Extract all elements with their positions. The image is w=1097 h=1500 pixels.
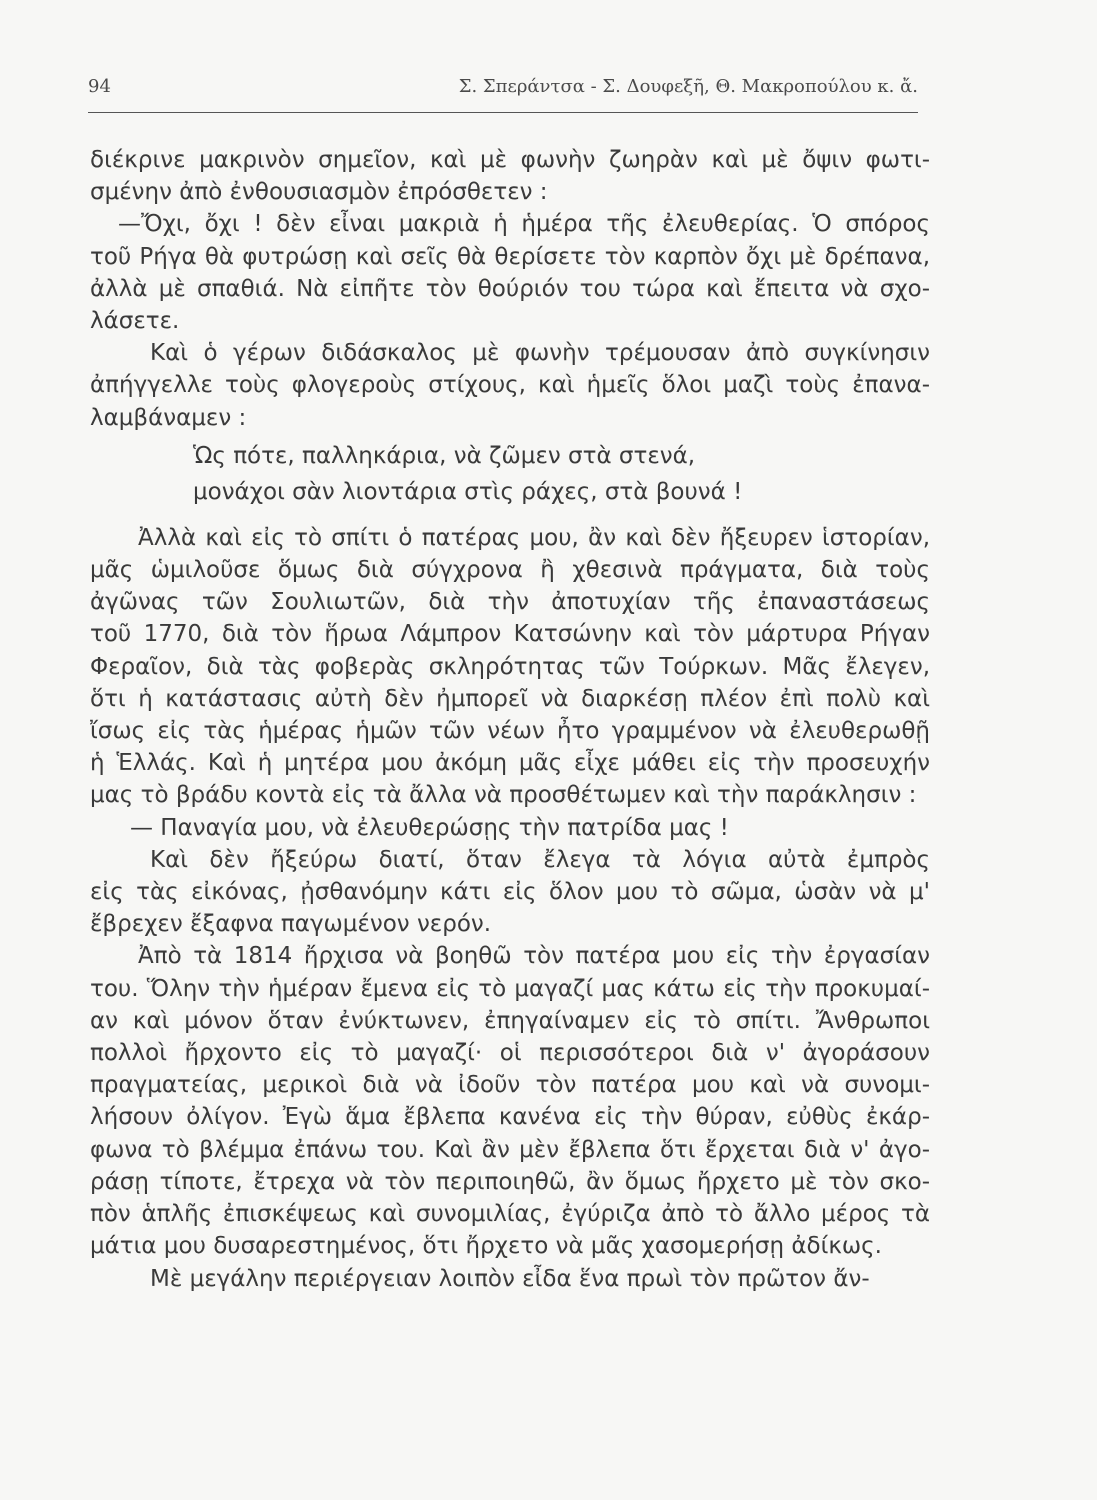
text-line: ἔβρεχεν ἔξαφνα παγωμένον νερόν. (90, 911, 492, 938)
body-text (90, 144, 930, 1295)
text-line: λήσουν ὀλίγον. Ἐγὼ ἅμα ἔβλεπα κανένα εἰς τὴν θύραν, εὐθὺς ἐκάρ- (90, 1104, 930, 1131)
text-line: μᾶς ὡμιλοῦσε ὅμως διὰ σύγχρονα ἢ χθεσινὰ πράγματα, διὰ τοὺς (90, 557, 930, 584)
text-line: ἴσως εἰς τὰς ἡμέρας ἡμῶν τῶν νέων ἦτο γραμμένον νὰ ἐλευθερωθῇ (90, 718, 930, 745)
paragraph (90, 812, 930, 844)
text-line: τοῦ 1770, διὰ τὸν ἥρωα Λάμπρον Κατσώνην καὶ τὸν μάρτυρα Ρήγαν (90, 621, 930, 648)
text-line: Ἀλλὰ καὶ εἰς τὸ σπίτι ὁ πατέρας μου, ἂν καὶ δὲν ἤξευρεν ἱστορίαν, (138, 524, 930, 551)
paragraph (90, 337, 930, 434)
text-line: ἀλλὰ μὲ σπαθιά. Νὰ εἰπῆτε τὸν θούριόν του τώρα καὶ ἔπειτα νὰ σχο- (90, 275, 930, 302)
text-line: αν καὶ μόνον ὅταν ἐνύκτωνεν, ἐπηγαίναμεν εἰς τὸ σπίτι. Ἄνθρωποι (90, 1007, 930, 1034)
paragraph (90, 522, 930, 812)
paragraph (90, 144, 930, 208)
text-line: λαμβάναμεν : (90, 404, 247, 431)
verse-quote (90, 438, 930, 510)
page-number: 94 (88, 76, 111, 97)
text-line: —Ὄχι, ὄχι ! δὲν εἶναι μακριὰ ἡ ἡμέρα τῆς ἐλευθερίας. Ὁ σπόρος (118, 211, 930, 238)
text-line: — Παναγία μου, νὰ ἐλευθερώσῃς τὴν πατρίδα μας ! (130, 814, 729, 841)
text-line: ἀγῶνας τῶν Σουλιωτῶν, διὰ τὴν ἀποτυχίαν τῆς ἐπαναστάσεως (90, 589, 930, 616)
text-line: εἰς τὰς εἰκόνας, ᾐσθανόμην κάτι εἰς ὅλον μου τὸ σῶμα, ὡσὰν νὰ μ' (90, 879, 930, 906)
paragraph (90, 208, 930, 337)
text-line: πὸν ἁπλῆς ἐπισκέψεως καὶ συνομιλίας, ἐγύριζα ἀπὸ τὸ ἄλλο μέρος τὰ (90, 1201, 930, 1228)
page-header (88, 76, 918, 106)
text-line: Μὲ μεγάλην περιέργειαν λοιπὸν εἶδα ἕνα πρωὶ τὸν πρῶτον ἄν- (150, 1265, 870, 1292)
paragraph (90, 844, 930, 941)
text-line: φωνα τὸ βλέμμα ἐπάνω του. Καὶ ἂν μὲν ἔβλεπα ὅτι ἔρχεται διὰ ν' ἀγο- (90, 1136, 930, 1163)
text-line: Φεραῖον, διὰ τὰς φοβερὰς σκληρότητας τῶν Τούρκων. Μᾶς ἔλεγεν, (90, 653, 930, 680)
running-head: Σ. Σπεράντσα - Σ. Δουφεξῆ, Θ. Μακροπούλου κ. ἄ. (458, 76, 918, 97)
verse-line: Ὡς πότε, παλληκάρια, νὰ ζῶμεν στὰ στενά, (193, 442, 696, 469)
text-line: διέκρινε μακρινὸν σημεῖον, καὶ μὲ φωνὴν ζωηρὰν καὶ μὲ ὄψιν φωτι- (90, 147, 930, 173)
verse-line: μονάχοι σὰν λιοντάρια στὶς ράχες, στὰ βουνά ! (193, 478, 743, 505)
text-line: ὅτι ἡ κατάστασις αὐτὴ δὲν ἠμπορεῖ νὰ διαρκέσῃ πλέον ἐπὶ πολὺ καὶ (90, 685, 930, 712)
text-line: Καὶ ὁ γέρων διδάσκαλος μὲ φωνὴν τρέμουσαν ἀπὸ συγκίνησιν (150, 340, 930, 367)
text-line: Ἀπὸ τὰ 1814 ἤρχισα νὰ βοηθῶ τὸν πατέρα μου εἰς τὴν ἐργασίαν (138, 943, 930, 970)
text-line: ἡ Ἑλλάς. Καὶ ἡ μητέρα μου ἀκόμη μᾶς εἶχε μάθει εἰς τὴν προσευχήν (90, 750, 930, 777)
text-line: του. Ὅλην τὴν ἡμέραν ἔμενα εἰς τὸ μαγαζί μας κάτω εἰς τὴν προκυμαί- (90, 975, 930, 1002)
text-line: μας τὸ βράδυ κοντὰ εἰς τὰ ἄλλα νὰ προσθέτωμεν καὶ τὴν παράκλησιν : (90, 782, 917, 809)
text-line: ἀπήγγελλε τοὺς φλογεροὺς στίχους, καὶ ἡμεῖς ὅλοι μαζὶ τοὺς ἐπανα- (90, 372, 930, 399)
header-rule (88, 112, 918, 113)
paragraph (90, 1263, 930, 1295)
text-line: πολλοὶ ἤρχοντο εἰς τὸ μαγαζί· οἱ περισσότεροι διὰ ν' ἀγοράσουν (90, 1040, 930, 1067)
text-line: Καὶ δὲν ἤξεύρω διατί, ὅταν ἔλεγα τὰ λόγια αὐτὰ ἐμπρὸς (150, 846, 930, 873)
text-line: τοῦ Ρήγα θὰ φυτρώσῃ καὶ σεῖς θὰ θερίσετε τὸν καρπὸν ὄχι μὲ δρέπανα, (90, 243, 930, 270)
text-line: λάσετε. (90, 308, 180, 335)
text-line: ράσῃ τίποτε, ἔτρεχα νὰ τὸν περιποιηθῶ, ἂν ὅμως ἤρχετο μὲ τὸν σκο- (90, 1168, 930, 1195)
text-line: πραγματείας, μερικοὶ διὰ νὰ ἰδοῦν τὸν πατέρα μου καὶ νὰ συνομι- (90, 1072, 930, 1099)
text-line: μάτια μου δυσαρεστημένος, ὅτι ἤρχετο νὰ μᾶς χασομερήσῃ ἀδίκως. (90, 1233, 882, 1260)
paragraph (90, 940, 930, 1262)
text-line: σμένην ἀπὸ ἐνθουσιασμὸν ἐπρόσθετεν : (90, 179, 548, 206)
